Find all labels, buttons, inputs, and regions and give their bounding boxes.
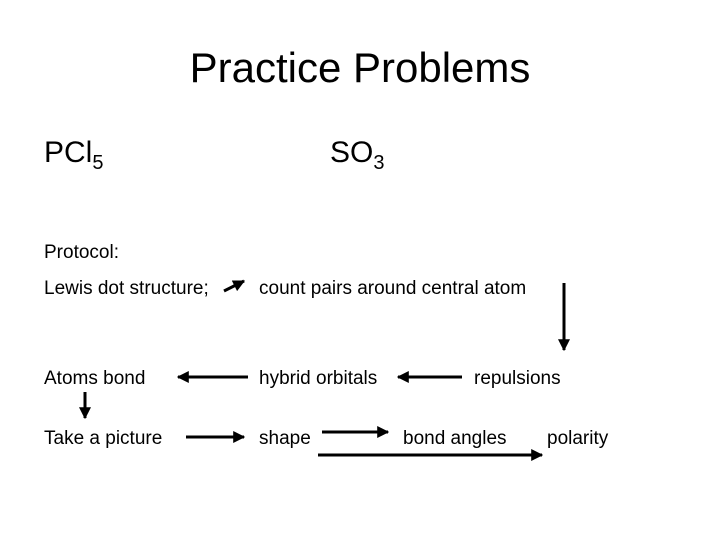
step-count-pairs: count pairs around central atom	[259, 278, 527, 299]
step-lewis: Lewis dot structure;	[44, 278, 209, 299]
step-shape: shape	[259, 428, 311, 449]
step-hybrid-orbitals: hybrid orbitals	[259, 368, 378, 389]
protocol-label: Protocol:	[44, 242, 119, 263]
arrow-lewis-to-count	[224, 281, 244, 291]
step-take-picture: Take a picture	[44, 428, 163, 449]
step-polarity: polarity	[547, 428, 609, 449]
step-atoms-bond: Atoms bond	[44, 368, 146, 389]
slide-title: Practice Problems	[189, 44, 531, 91]
formula-so3: $SO_3$	[330, 136, 385, 174]
formula-pcl5: PCl$_5$	[44, 136, 104, 174]
step-bond-angles: bond angles	[403, 428, 507, 449]
step-repulsions: repulsions	[474, 368, 561, 389]
